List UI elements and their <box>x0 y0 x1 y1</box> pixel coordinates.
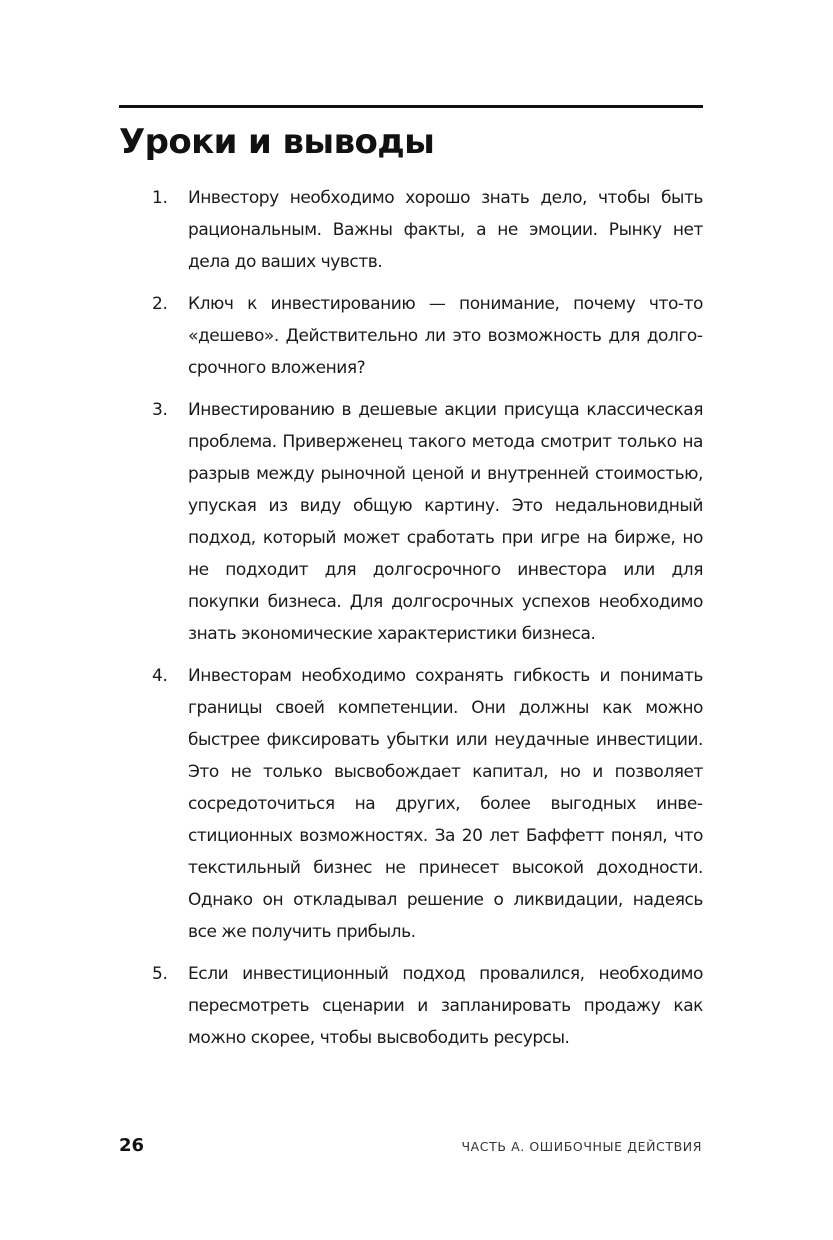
lesson-text: Инвесторам необходимо сохранять гибкость и понимать границы своей компетенции. Они должны как можно быстрее фиксировать убытки или неудачные инвестиции. Это не только высвобождает капитал, но и позволяет сосредоточиться на других, более выгодных инвестиционных возможностях. За 20 лет Баффетт понял, что текстильный бизнес не принесет высокой доходности. Однако он откладывал решение о ликвидации, надеясь все же получить прибыль. <box>188 666 703 942</box>
lesson-text: Инвестированию в дешевые акции присуща классическая проблема. Приверженец такого метода смотрит только на разрыв между рыночной ценой и внутренней стоимостью, упуская из виду общую картину. Это недальновидный подход, который может сработать при игре на бирже, но не подходит для долгосрочного инвестора или для покупки бизнеса. Для долгосрочных успехов необходимо знать экономические характеристики бизнеса. <box>188 400 703 644</box>
lesson-item <box>152 394 703 650</box>
page-number: 26 <box>119 1135 145 1156</box>
lesson-item <box>152 288 703 384</box>
running-footer: ЧАСТЬ А. ОШИБОЧНЫЕ ДЕЙСТВИЯ <box>461 1139 702 1154</box>
top-rule <box>119 105 703 108</box>
lesson-text: Ключ к инвестированию — понимание, почему что-то «дешево». Действительно ли это возможность для долгосрочного вложения? <box>188 294 703 378</box>
lesson-number: 4. <box>152 666 168 686</box>
lesson-number: 3. <box>152 400 168 420</box>
lesson-item <box>152 182 703 278</box>
lesson-number: 2. <box>152 294 168 314</box>
lesson-text: Инвестору необходимо хорошо знать дело, чтобы быть рациональным. Важны факты, а не эмоции. Рынку нет дела до ваших чувств. <box>188 188 703 272</box>
lesson-item <box>152 660 703 948</box>
lesson-number: 1. <box>152 188 168 208</box>
section-heading: Уроки и выводы <box>119 122 435 162</box>
lesson-item <box>152 958 703 1054</box>
lesson-number: 5. <box>152 964 168 984</box>
lessons-list <box>152 182 703 1064</box>
lesson-text: Если инвестиционный подход провалился, необходимо пересмотреть сценарии и запланировать продажу как можно скорее, чтобы высвободить ресурсы. <box>188 964 703 1048</box>
